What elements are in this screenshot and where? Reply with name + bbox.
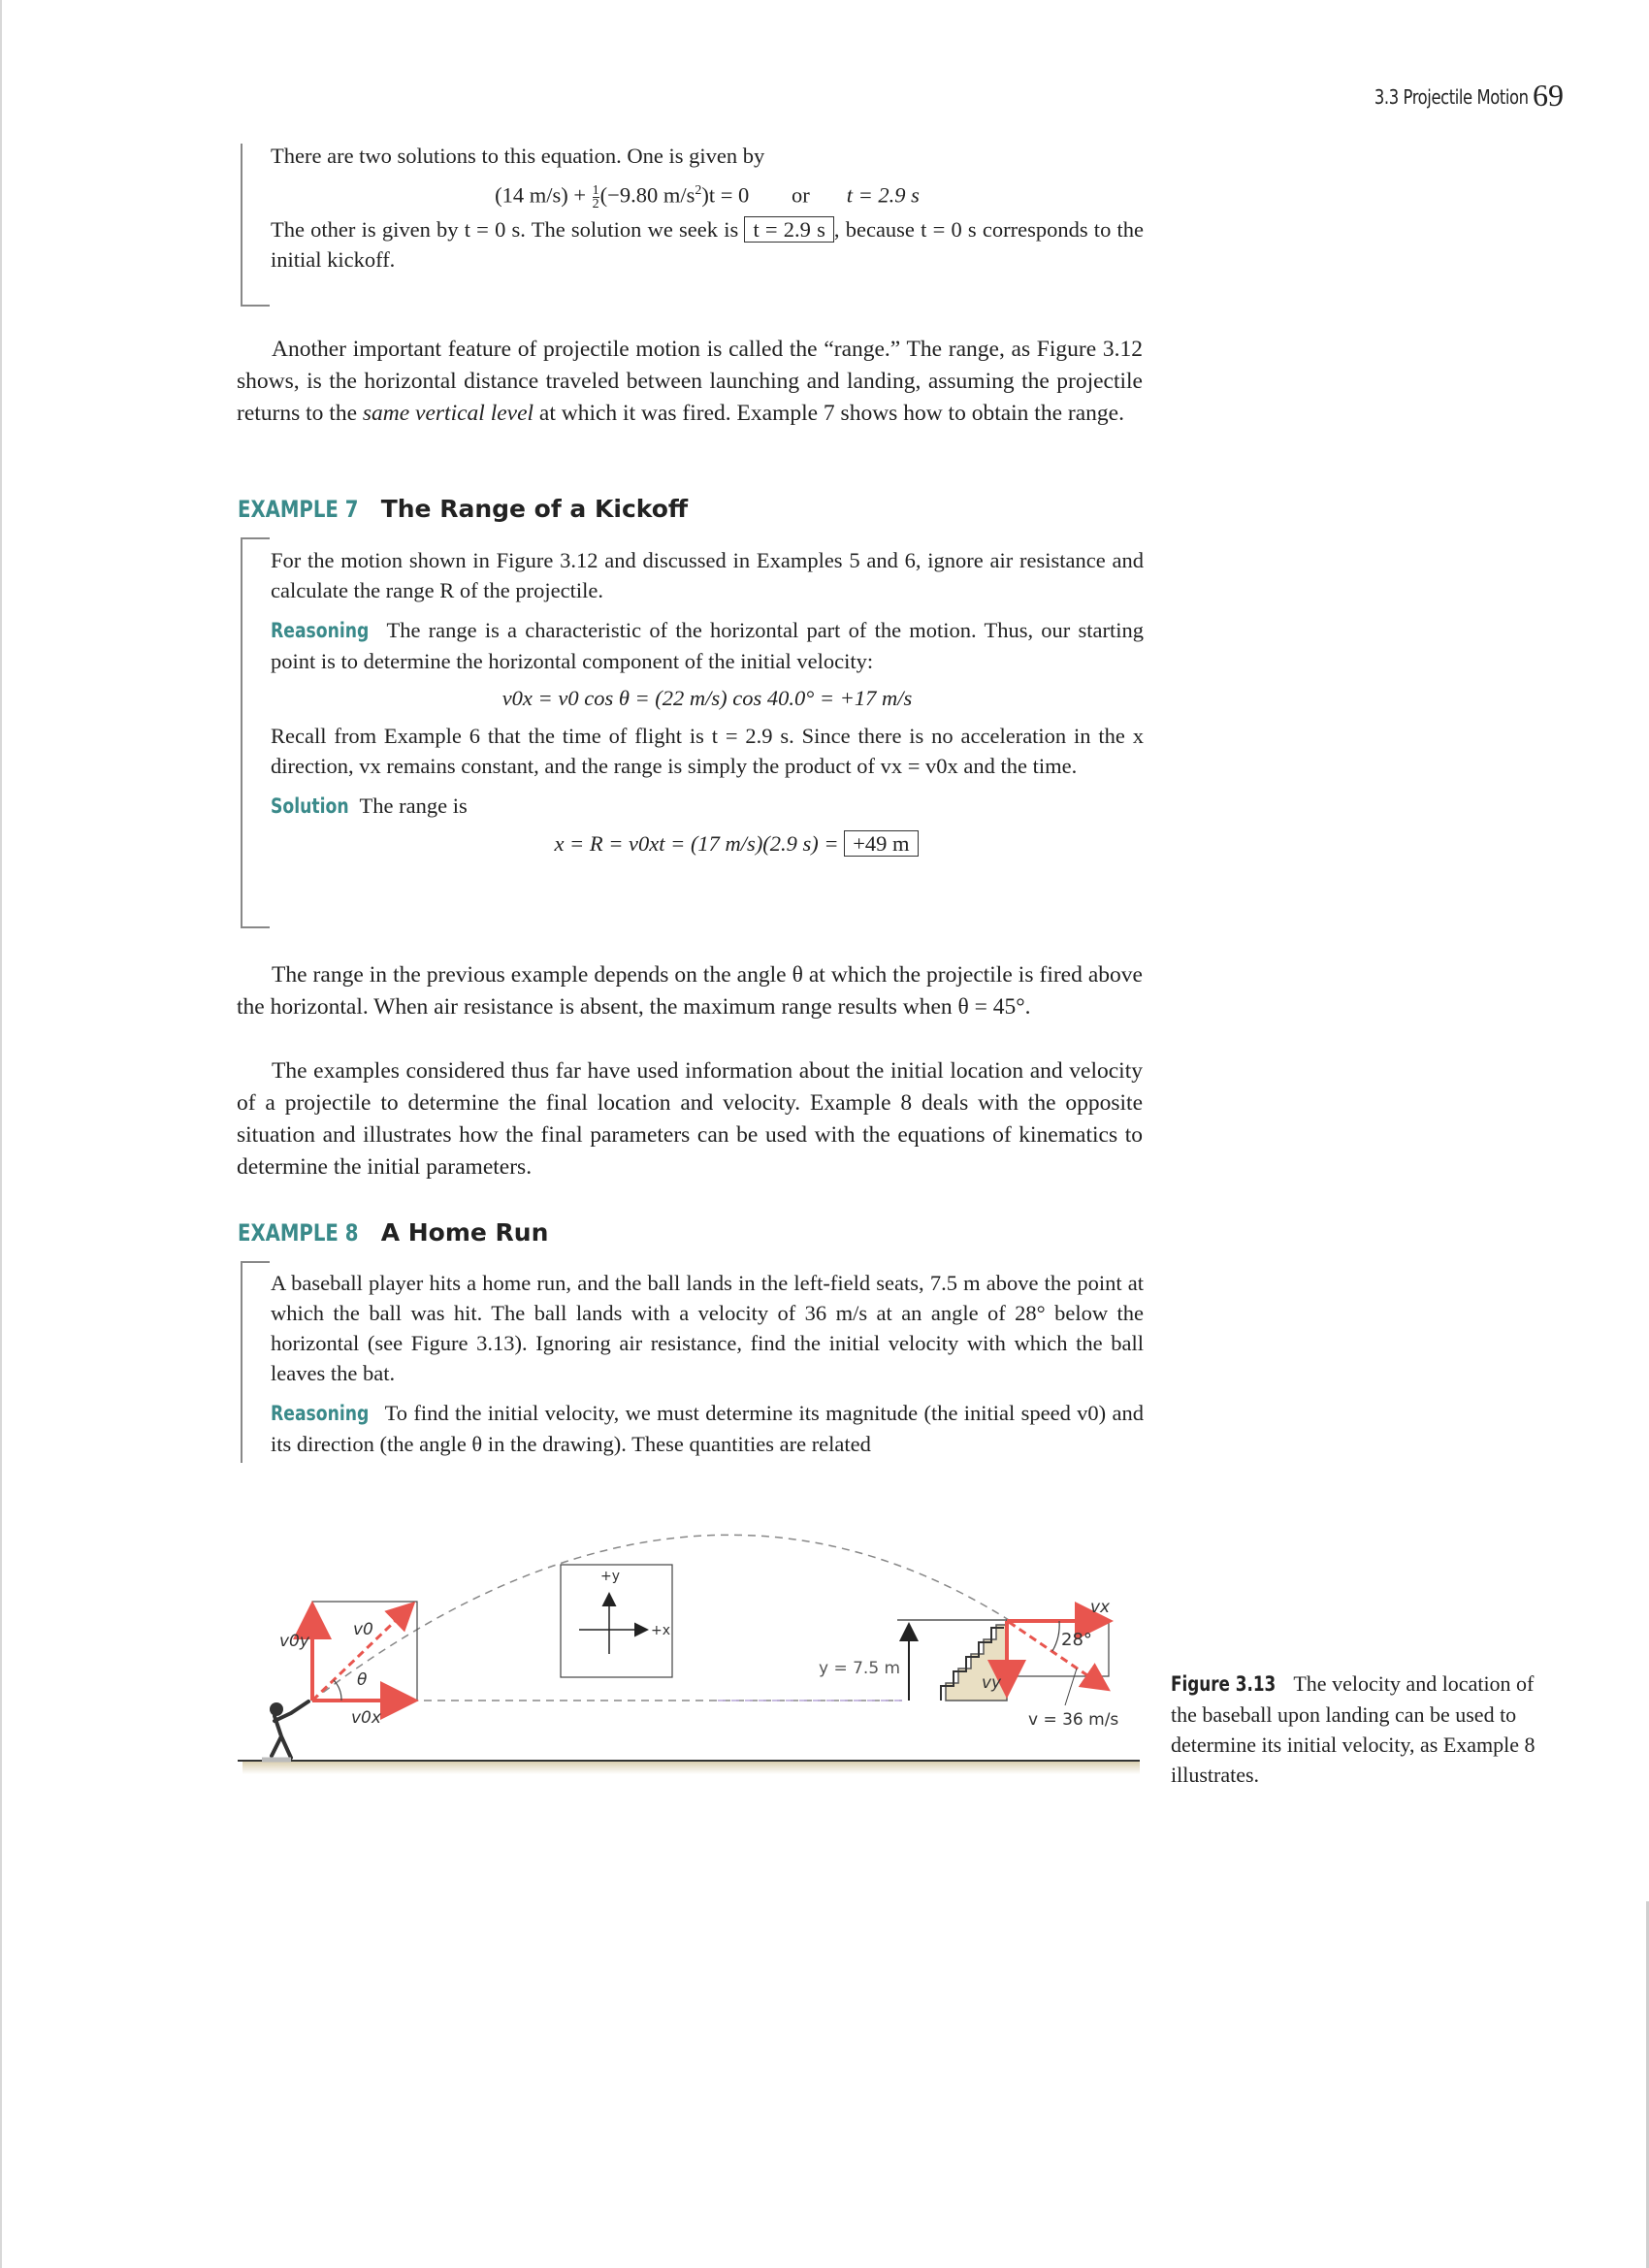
example8-title: A Home Run — [380, 1218, 549, 1247]
label-vy: vy — [982, 1673, 1002, 1693]
example8-body — [271, 1268, 1144, 1459]
label-v0y: v0y — [279, 1632, 309, 1651]
example7-equation: v0x = v0 cos θ = (22 m/s) cos 40.0° = +17 m/s — [501, 686, 913, 710]
running-head — [1164, 78, 1564, 113]
examples-paragraph: The examples considered thus far have used information about the initial location and velocity of a projectile to determine the final location and velocity. Example 8 deals with the opposite situation and illustrates how the final parameters can be used with the equations of kinematics to determine the initial parameters. — [237, 1058, 1143, 1180]
label-vx: vx — [1090, 1598, 1111, 1617]
solution-label: Solution — [271, 794, 349, 818]
example8-label: EXAMPLE 8 — [238, 1219, 359, 1247]
page-number: 69 — [1533, 78, 1564, 113]
batter-figure — [262, 1701, 308, 1760]
example6-end-bracket — [241, 144, 242, 307]
figure-3-13 — [0, 1494, 1154, 1795]
example7-solution-equation: x = R = v0xt = (17 m/s)(2.9 s) = +49 m — [271, 828, 1144, 859]
example7-heading — [238, 495, 688, 523]
example7-title: The Range of a Kickoff — [380, 495, 689, 523]
example7-solution: Solution The range is — [271, 791, 1144, 822]
example7-recall: Recall from Example 6 that the time of flight is t = 2.9 s. Since there is no acceleration in the x direction, vx remains constant, and the range is simply the product of vx = v0x and the time. — [271, 724, 1144, 778]
example7-problem: For the motion shown in Figure 3.12 and discussed in Examples 5 and 6, ignore air resistance and calculate the range R of the projectile. — [271, 548, 1144, 602]
answer-box-time: t = 2.9 s — [744, 216, 833, 243]
angle-paragraph: The range in the previous example depends on the angle θ at which the projectile is fired above the horizontal. When air resistance is absent, the maximum range results when θ = 45°. — [237, 962, 1143, 1020]
label-28: 28° — [1061, 1630, 1092, 1650]
example7-bracket — [241, 537, 242, 928]
label-v36: v = 36 m/s — [1028, 1710, 1119, 1730]
example6-end — [271, 141, 1144, 275]
answer-box-range: +49 m — [844, 830, 918, 857]
ground-strip — [242, 1761, 1140, 1774]
example8-reasoning: Reasoning To find the initial velocity, we must determine its magnitude (the initial speed v0) and its direction (the angle θ in the drawing). These quantities are related — [271, 1401, 1145, 1456]
example7-body — [271, 545, 1144, 859]
label-plus-y: +y — [600, 1569, 621, 1584]
angle-28-arc — [1052, 1621, 1059, 1651]
solution-sought-text: The other is given by t = 0 s. The solution we seek is t = 2.9 s , because t = 0 s corresponds to the initial kickoff. — [271, 216, 1145, 272]
example8-problem: A baseball player hits a home run, and the ball lands in the left-field seats, 7.5 m above the point at which the ball was hit. The ball lands with a velocity of 36 m/s at an angle of 28° below the horizontal (see Figure 3.13). Ignoring air resistance, find the initial velocity with which the ball leaves the bat. — [271, 1271, 1144, 1385]
scan-edge-left — [0, 0, 2, 2268]
section-title: 3.3 Projectile Motion — [1374, 85, 1529, 109]
reasoning-label: Reasoning — [271, 619, 370, 642]
label-v0x: v0x — [351, 1708, 381, 1728]
leader-36 — [1065, 1669, 1077, 1705]
solutions-text: There are two solutions to this equation. One is given by — [271, 144, 765, 168]
label-plus-x: +x — [651, 1623, 671, 1638]
example7-reasoning: Reasoning The range is a characteristic of the horizontal part of the motion. Thus, our starting point is to determine the horizontal component of the initial velocity: — [271, 618, 1144, 673]
equation-quadratic: (14 m/s) + $\frac{1}{2}$ (−9.80 $m/s^2)t = 0$ or t = 2.9 s — [495, 182, 920, 211]
figure-caption: Figure 3.13 The velocity and location of the baseball upon landing can be used to determine its initial velocity, as Example 8 illustrates. — [1171, 1671, 1536, 1787]
range-paragraph: Another important feature of projectile motion is called the “range.” The range, as Figure 3.12 shows, is the horizontal distance traveled between launching and landing, assuming the projectile returns to the same vertical level at which it was fired. Example 7 shows how to obtain the range. — [237, 337, 1143, 426]
label-theta: θ — [357, 1670, 368, 1690]
example8-bracket — [241, 1261, 242, 1463]
reasoning-label-8: Reasoning — [271, 1402, 370, 1425]
figure-label: Figure 3.13 — [1171, 1672, 1277, 1696]
label-v0: v0 — [353, 1620, 373, 1639]
example7-label: EXAMPLE 7 — [238, 496, 359, 523]
example8-heading — [238, 1218, 548, 1247]
label-height: y = 7.5 m — [819, 1659, 901, 1678]
